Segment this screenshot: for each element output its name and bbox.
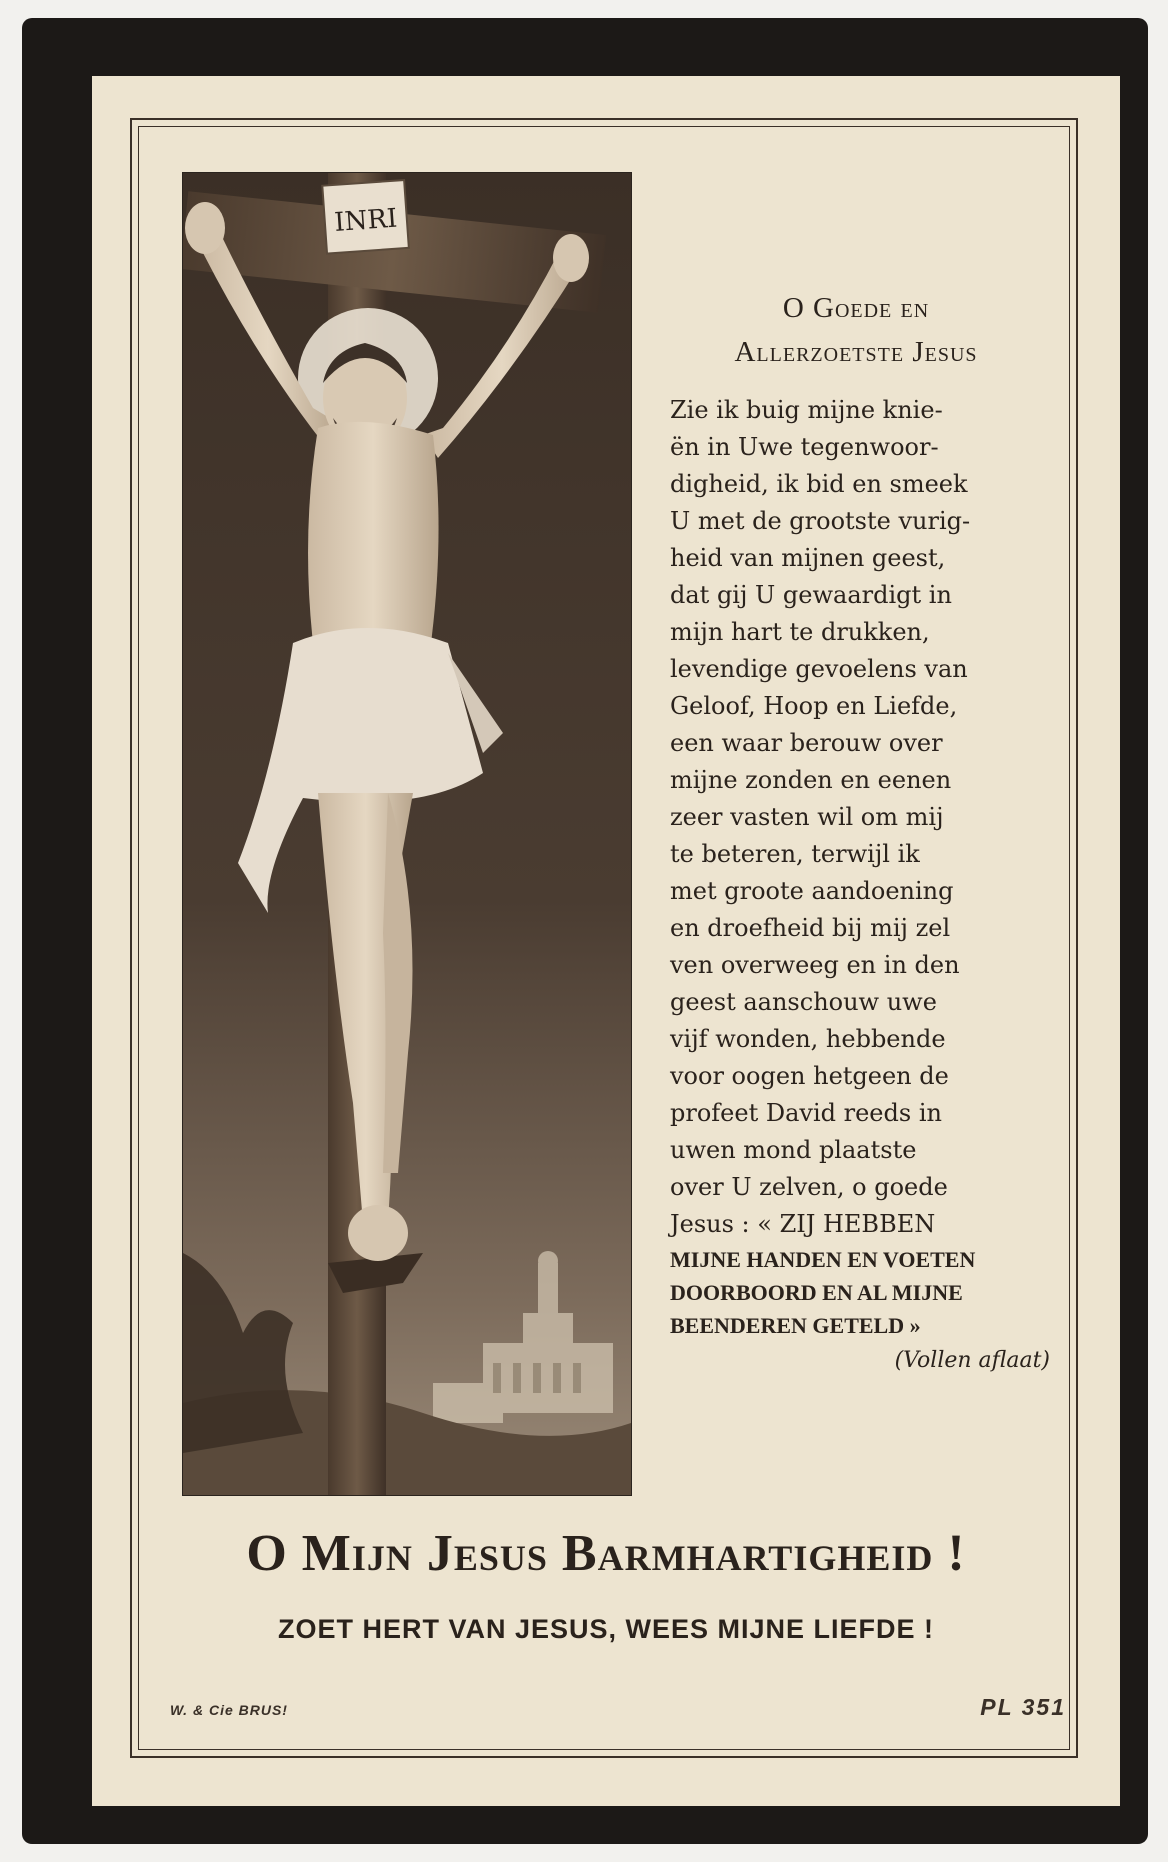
crucifix-image (182, 172, 632, 1496)
prayer-heading (640, 286, 1072, 374)
catalog-number (980, 1694, 1066, 1721)
card-paper (92, 76, 1120, 1806)
prayer-body: Zie ik buig mijne knie- ën in Uwe tegenwoor- digheid, ik bid en smeek U met de grootste vurig- heid van mijnen geest, dat gij U gewaardigt in mijn hart te drukken, levendige gevoelens van Geloof, Hoop en Liefde, een waar berouw over mijne zonden en eenen zeer vasten wil om mij te beteren, terwijl ik met groote aandoening en droefheid bij mij zel ven overweeg en in den geest aanschouw uwe vijf wonden, hebbende voor oogen hetgeen de profeet David reeds in uwen mond plaatste over U zelven, o goede Jesus : « ZIJ HEBBEN (670, 396, 971, 1238)
subtitle: ZOET HERT VAN JESUS, WEES MIJNE LIEFDE ! (277, 1614, 935, 1644)
catalog-value: 351 (1021, 1694, 1066, 1720)
indulgence-note: (Vollen aflaat) (894, 1348, 1050, 1373)
mourning-border (22, 18, 1148, 1844)
prayer-heading-line-1: O Goede en (782, 292, 930, 324)
main-title: O Mijn Jesus Barmhartigheid ! (246, 1525, 966, 1582)
prayer-column (640, 286, 1072, 1373)
prayer-quote: MIJNE HANDEN EN VOETEN DOORBOORD EN AL MIJNE BEENDEREN GETELD » (670, 1247, 976, 1338)
prayer-heading-line-2: Allerzoetste Jesus (734, 336, 978, 368)
inri-plaque: INRI (333, 203, 399, 238)
printer-imprint: W. & Cie BRUS! (170, 1702, 288, 1718)
catalog-prefix: PL (980, 1694, 1014, 1720)
